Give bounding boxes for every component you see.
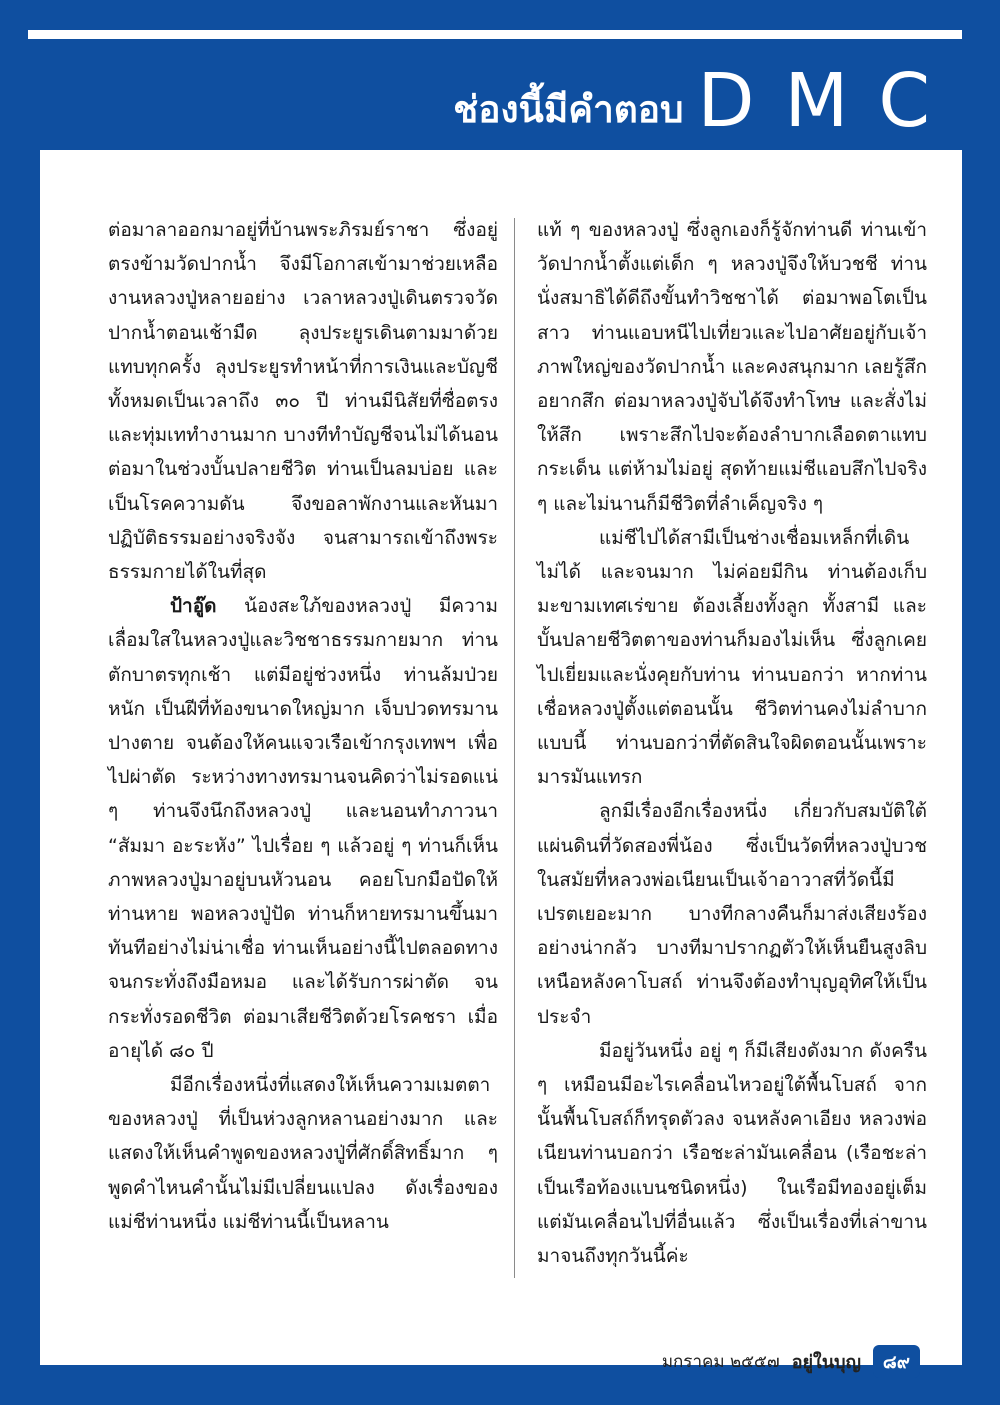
column-divider [514, 218, 515, 1278]
article-paragraph: ต่อมาลาออกมาอยู่ที่บ้านพระภิรมย์ราชา ซึ่งอยู่ตรงข้ามวัดปากน้ำ จึงมีโอกาสเข้ามาช่วยเหลืองานหลวงปู่หลายอย่าง เวลาหลวงปู่เดินตรวจวัดปากน้ำตอนเช้ามืด ลุงประยูรเดินตามมาด้วยแทบทุกครั้ง ลุงประยูรทำหน้าที่การเงินและบัญชีทั้งหมดเป็นเวลาถึง ๓๐ ปี ท่านมีนิสัยที่ซื่อตรงและทุ่มเททำงานมาก บางทีทำบัญชีจนไม่ได้นอน ต่อมาในช่วงบั้นปลายชีวิต ท่านเป็นลมบ่อย และเป็นโรคความดัน จึงขอลาพักงานและหันมาปฏิบัติธรรมอย่างจริงจัง จนสามารถเข้าถึงพระธรรมกายได้ในที่สุด [108, 219, 498, 584]
article-column-left [108, 213, 498, 1239]
header-top-rule [28, 30, 962, 39]
section-title-dmc: DMC [697, 58, 960, 144]
article-paragraph: มีอีกเรื่องหนึ่งที่แสดงให้เห็นความเมตตาของหลวงปู่ ที่เป็นห่วงลูกหลานอย่างมาก และแสดงให้เห็นคำพูดของหลวงปู่ที่ศักดิ์สิทธิ์มาก ๆ พูดคำไหนคำนั้นไม่มีเปลี่ยนแปลง ดังเรื่องของแม่ชีท่านหนึ่ง แม่ชีท่านนี้เป็นหลาน [108, 1074, 498, 1233]
page-number-badge: ๘๙ [873, 1345, 920, 1378]
article-paragraph: มีอยู่วันหนึ่ง อยู่ ๆ ก็มีเสียงดังมาก ดังครืน ๆ เหมือนมีอะไรเคลื่อนไหวอยู่ใต้พื้นโบสถ์ จากนั้นพื้นโบสถ์ก็ทรุดตัวลง จนหลังคาเอียง หลวงพ่อเนียนท่านบอกว่า เรือชะล่ามันเคลื่อน (เรือชะล่าเป็นเรือท้องแบนชนิดหนึ่ง) ในเรือมีทองอยู่เต็ม แต่มันเคลื่อนไปที่อื่นแล้ว ซึ่งเป็นเรื่องที่เล่าขานมาจนถึงทุกวันนี้ค่ะ [537, 1039, 927, 1268]
section-header [453, 58, 960, 144]
section-title-thai: ช่องนี้มีคำตอบ [453, 88, 684, 131]
person-name: ป้าอู๊ด [170, 595, 217, 618]
page-footer [662, 1345, 920, 1378]
issue-date: มกราคม ๒๕๕๗ [661, 1352, 780, 1372]
article-paragraph: แม่ชีไปได้สามีเป็นช่างเชื่อมเหล็กที่เดินไม่ได้ และจนมาก ไม่ค่อยมีกิน ท่านต้องเก็บมะขามเทศเร่ขาย ต้องเลี้ยงทั้งลูก ทั้งสามี และบั้นปลายชีวิตตาของท่านก็มองไม่เห็น ซึ่งลูกเคยไปเยี่ยมและนั่งคุยกับท่าน ท่านบอกว่า หากท่านเชื่อหลวงปู่ตั้งแต่ตอนนั้น ชีวิตท่านคงไม่ลำบากแบบนี้ ท่านบอกว่าที่ตัดสินใจผิดตอนนั้นเพราะมารมันแทรก [537, 526, 927, 789]
paragraph-text: น้องสะใภ้ของหลวงปู่ มีความเลื่อมใสในหลวงปู่และวิชชาธรรมกายมาก ท่านตักบาตรทุกเช้า แต่มีอยู่ช่วงหนึ่ง ท่านล้มป่วยหนัก เป็นฝีที่ท้องขนาดใหญ่มาก เจ็บปวดทรมานปางตาย จนต้องให้คนแจวเรือเข้ากรุงเทพฯ เพื่อไปผ่าตัด ระหว่างทางทรมานจนคิดว่าไม่รอดแน่ ๆ ท่านจึงนึกถึงหลวงปู่ และนอนทำภาวนา “สัมมา อะระหัง” ไปเรื่อย ๆ แล้วอยู่ ๆ ท่านก็เห็นภาพหลวงปู่มาอยู่บนหัวนอน คอยโบกมือปัดให้ท่านหาย พอหลวงปู่ปัด ท่านก็หายทรมานขึ้นมาทันทีอย่างไม่น่าเชื่อ ท่านเห็นอย่างนี้ไปตลอดทาง จนกระทั่งถึงมือหมอ และได้รับการผ่าตัด จนกระทั่งรอดชีวิต ต่อมาเสียชีวิตด้วยโรคชรา เมื่ออายุได้ ๘๐ ปี [108, 595, 498, 1062]
article-paragraph: แท้ ๆ ของหลวงปู่ ซึ่งลูกเองก็รู้จักท่านดี ท่านเข้าวัดปากน้ำตั้งแต่เด็ก ๆ หลวงปู่จึงให้บวชชี ท่านนั่งสมาธิได้ดีถึงขั้นทำวิชชาได้ ต่อมาพอโตเป็นสาว ท่านแอบหนีไปเที่ยวและไปอาศัยอยู่กับเจ้าภาพใหญ่ของวัดปากน้ำ และคงสนุกมาก เลยรู้สึกอยากสึก ต่อมาหลวงปู่จับได้จึงทำโทษ และสั่งไม่ให้สึก เพราะสึกไปจะต้องลำบากเลือดตาแทบกระเด็น แต่ห้ามไม่อยู่ สุดท้ายแม่ชีแอบสึกไปจริง ๆ และไม่นานก็มีชีวิตที่ลำเค็ญจริง ๆ [537, 219, 927, 515]
magazine-name: อยู่ในบุญ [791, 1352, 861, 1373]
article-paragraph [108, 589, 498, 1068]
article-paragraph: ลูกมีเรื่องอีกเรื่องหนึ่ง เกี่ยวกับสมบัติใต้แผ่นดินที่วัดสองพี่น้อง ซึ่งเป็นวัดที่หลวงปู่บวช ในสมัยที่หลวงพ่อเนียนเป็นเจ้าอาวาสที่วัดนี้มีเปรตเยอะมาก บางทีกลางคืนก็มาส่งเสียงร้องอย่างน่ากลัว บางทีมาปรากฏตัวให้เห็นยืนสูงลิบเหนือหลังคาโบสถ์ ท่านจึงต้องทำบุญอุทิศให้เป็นประจำ [537, 800, 927, 1028]
article-column-right [537, 213, 927, 1273]
